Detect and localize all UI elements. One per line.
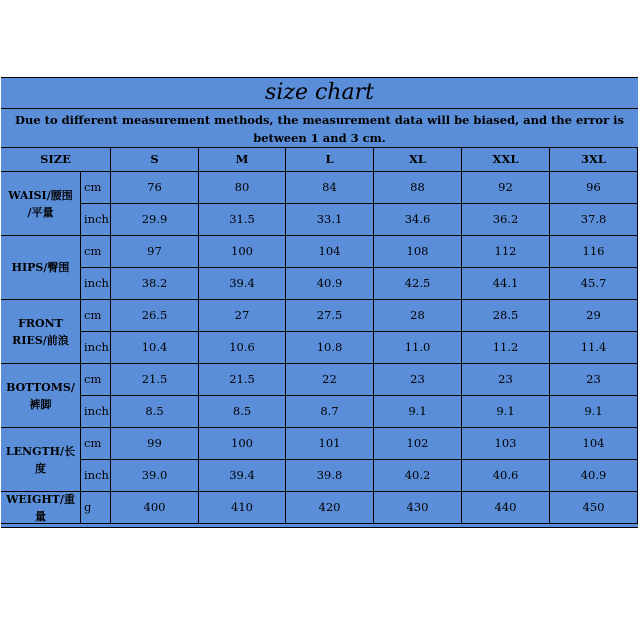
measure-label-text	[6, 443, 75, 477]
measure-label-text	[6, 379, 75, 413]
size-value: 104	[286, 236, 374, 268]
measure-label	[1, 172, 81, 236]
size-value: 29.9	[111, 204, 199, 236]
size-value: 40.2	[374, 460, 462, 492]
size-value: 99	[111, 428, 199, 460]
size-header-l: L	[286, 148, 374, 172]
size-value: 27.5	[286, 300, 374, 332]
unit-label: cm	[81, 172, 111, 204]
measure-label-line: WAISI/腰围	[8, 188, 73, 202]
size-value: 39.0	[111, 460, 199, 492]
measure-label-line: RIES/前浪	[12, 333, 69, 347]
size-value: 34.6	[374, 204, 462, 236]
size-value: 76	[111, 172, 199, 204]
size-value: 33.1	[286, 204, 374, 236]
size-value: 101	[286, 428, 374, 460]
unit-label: inch	[81, 204, 111, 236]
measure-label-line: LENGTH/长	[5, 444, 76, 458]
size-value: 22	[286, 364, 374, 396]
size-value: 21.5	[199, 364, 286, 396]
size-value: 45.7	[550, 268, 638, 300]
measure-label-line: BOTTOMS/	[6, 380, 75, 394]
size-header-xl: XL	[374, 148, 462, 172]
size-value: 10.6	[199, 332, 286, 364]
size-value: 410	[199, 492, 286, 524]
size-value: 39.8	[286, 460, 374, 492]
size-value: 100	[199, 236, 286, 268]
size-value: 450	[550, 492, 638, 524]
size-value: 38.2	[111, 268, 199, 300]
size-chart	[1, 77, 638, 528]
size-value: 11.2	[462, 332, 550, 364]
size-value: 36.2	[462, 204, 550, 236]
size-value: 97	[111, 236, 199, 268]
unit-label: cm	[81, 364, 111, 396]
size-value: 104	[550, 428, 638, 460]
size-value: 96	[550, 172, 638, 204]
size-value: 23	[550, 364, 638, 396]
measure-label	[1, 492, 81, 524]
size-value: 8.7	[286, 396, 374, 428]
size-value: 88	[374, 172, 462, 204]
unit-label: cm	[81, 428, 111, 460]
size-value: 29	[550, 300, 638, 332]
size-value: 116	[550, 236, 638, 268]
measure-label-text	[8, 187, 72, 221]
size-value: 31.5	[199, 204, 286, 236]
size-value: 28.5	[462, 300, 550, 332]
measure-label-line: /平量	[27, 205, 54, 219]
unit-label: g	[81, 492, 111, 524]
measure-label	[1, 428, 81, 492]
measure-label-line: 量	[35, 509, 46, 523]
measure-label-text	[12, 259, 70, 276]
measure-label-text	[12, 315, 69, 349]
size-value: 10.8	[286, 332, 374, 364]
size-value: 430	[374, 492, 462, 524]
unit-label: cm	[81, 300, 111, 332]
size-value: 40.9	[550, 460, 638, 492]
unit-label: cm	[81, 236, 111, 268]
chart-title: size chart	[265, 80, 374, 105]
size-value: 9.1	[462, 396, 550, 428]
size-value: 112	[462, 236, 550, 268]
size-value: 23	[374, 364, 462, 396]
unit-label: inch	[81, 396, 111, 428]
size-value: 10.4	[111, 332, 199, 364]
size-value: 42.5	[374, 268, 462, 300]
size-header-3xl: 3XL	[550, 148, 638, 172]
size-value: 9.1	[374, 396, 462, 428]
size-value: 80	[199, 172, 286, 204]
size-header-m: M	[199, 148, 286, 172]
measure-label-line: 裤脚	[29, 397, 52, 411]
size-header-s: S	[111, 148, 199, 172]
size-value: 103	[462, 428, 550, 460]
measure-label-line: HIPS/臀围	[11, 261, 70, 274]
size-value: 40.9	[286, 268, 374, 300]
size-value: 8.5	[199, 396, 286, 428]
measure-label-line: 度	[34, 461, 46, 475]
measure-label-line: FRONT	[18, 316, 63, 330]
size-value: 400	[111, 492, 199, 524]
size-value: 11.4	[550, 332, 638, 364]
size-value: 440	[462, 492, 550, 524]
size-value: 39.4	[199, 268, 286, 300]
size-value: 23	[462, 364, 550, 396]
size-header-label: SIZE	[1, 148, 111, 172]
size-value: 26.5	[111, 300, 199, 332]
measure-label-text	[6, 491, 75, 525]
size-value: 28	[374, 300, 462, 332]
unit-label: inch	[81, 332, 111, 364]
measure-label-line: WEIGHT/重	[6, 492, 75, 506]
size-value: 420	[286, 492, 374, 524]
unit-label: inch	[81, 460, 111, 492]
size-value: 11.0	[374, 332, 462, 364]
size-value: 108	[374, 236, 462, 268]
size-value: 37.8	[550, 204, 638, 236]
size-value: 92	[462, 172, 550, 204]
measure-label	[1, 236, 81, 300]
size-value: 44.1	[462, 268, 550, 300]
measurement-note: Due to different measurement methods, the measurement data will be biased, and the error is between 1 and 3 cm.	[1, 108, 638, 148]
size-value: 27	[199, 300, 286, 332]
size-value: 39.4	[199, 460, 286, 492]
size-value: 9.1	[550, 396, 638, 428]
unit-label: inch	[81, 268, 111, 300]
size-header-xxl: XXL	[462, 148, 550, 172]
measure-label	[1, 300, 81, 364]
size-value: 102	[374, 428, 462, 460]
size-value: 21.5	[111, 364, 199, 396]
size-value: 100	[199, 428, 286, 460]
measure-label	[1, 364, 81, 428]
size-value: 8.5	[111, 396, 199, 428]
size-value: 84	[286, 172, 374, 204]
size-value: 40.6	[462, 460, 550, 492]
